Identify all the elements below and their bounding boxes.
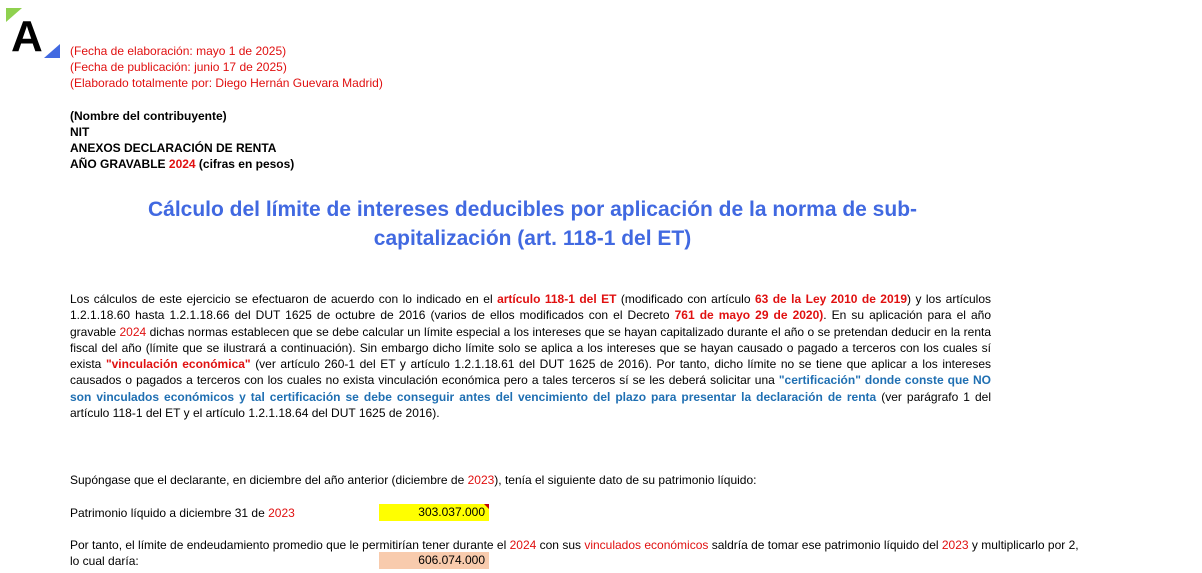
page-title: Cálculo del límite de intereses deducibles por aplicación de la norma de sub-capitalización (art. 118-1 del ET) — [147, 198, 918, 250]
paragraph-year: 2024 — [119, 324, 147, 339]
base-year: 2023 — [941, 538, 969, 552]
svg-text:A: A — [11, 12, 43, 60]
publication-date: (Fecha de publicación: junio 17 de 2025) — [70, 60, 287, 74]
assumption-line: Supóngase que el declarante, en diciembre del año anterior (diciembre de 2023), tenía el siguiente dato de su patrimonio líquido: — [70, 473, 757, 487]
assumption-year: 2023 — [467, 473, 495, 487]
annex-title: ANEXOS DECLARACIÓN DE RENTA — [70, 141, 277, 155]
author-line: (Elaborado totalmente por: Diego Hernán Guevara Madrid) — [70, 76, 383, 90]
taxpayer-name: (Nombre del contribuyente) — [70, 109, 227, 123]
explanation-paragraph: Los cálculos de este ejercicio se efectuaron de acuerdo con lo indicado en el artículo 118-1 del ET (modificado con artículo 63 de la Ley 2010 de 2019) y los artículos 1.2.1.18.60 hasta 1.2.1.18.66 del DUT 1625 de octubre de 2016 (varios de ellos modificados con el Decreto 761 de mayo 29 de 2020). En su aplicación para el año gravable 2024 dichas normas establecen que se debe calcular un límite especial a los intereses que se hayan capitalizado durante el año o se pretendan deducir en la renta fiscal del año (límite que se ilustrará a continuación). Sin embargo dicho límite solo se aplica a los intereses que se hayan causado o pagado a terceros con los cuales sí exista "vinculación económica" (ver artículo 260-1 del ET y artículo 1.2.1.18.61 del DUT 1625 de 2016). Por tanto, dicho límite no se tiene que aplicar a los intereses causados o pagados a terceros con los cuales no exista vinculación económica pero a tales terceros sí se les deberá solicitar una "certificación" donde conste que NO son vinculados económicos y tal certificación se debe conseguir antes del vencimiento del plazo para presentar la declaración de renta (ver parágrafo 1 del artículo 118-1 del ET y el artículo 1.2.1.18.64 del DUT 1625 de 2016). — [70, 292, 992, 421]
elaboration-date: (Fecha de elaboración: mayo 1 de 2025) — [70, 44, 287, 58]
brand-logo — [6, 8, 62, 60]
limit-explanation-line: Por tanto, el límite de endeudamiento promedio que le permitirían tener durante el 2024 con sus vinculados económicos saldría de tomar ese patrimonio líquido del 2023 y multiplicarlo por 2, — [70, 538, 1079, 552]
law-reference: 63 de la Ley 2010 de 2019 — [754, 292, 908, 306]
comment-indicator-icon — [484, 504, 489, 509]
patrimonio-value-cell[interactable]: 303.037.000 — [379, 504, 489, 521]
decree-reference: 761 de mayo 29 de 2020) — [674, 308, 824, 323]
article-reference: artículo 118-1 del ET — [497, 292, 617, 306]
debt-limit-value-cell[interactable]: 606.074.000 — [379, 552, 489, 569]
vinculacion-term: "vinculación económica" — [105, 357, 251, 372]
certification-note: "certificación" donde conste que NO son vinculados económicos y tal certificación se debe conseguir antes del vencimiento del plazo para presentar la declaración de renta — [70, 373, 991, 404]
tax-year-line: AÑO GRAVABLE 2024 (cifras en pesos) — [70, 157, 295, 171]
patrimonio-label: Patrimonio líquido a diciembre 31 de 2023 — [70, 506, 295, 520]
limit-year: 2024 — [509, 538, 537, 552]
result-label: lo cual daría: — [70, 554, 139, 568]
nit-label: NIT — [70, 125, 90, 139]
tax-year: 2024 — [168, 157, 196, 171]
vinculados-term: vinculados económicos — [584, 538, 709, 552]
patrimonio-year: 2023 — [268, 506, 295, 520]
